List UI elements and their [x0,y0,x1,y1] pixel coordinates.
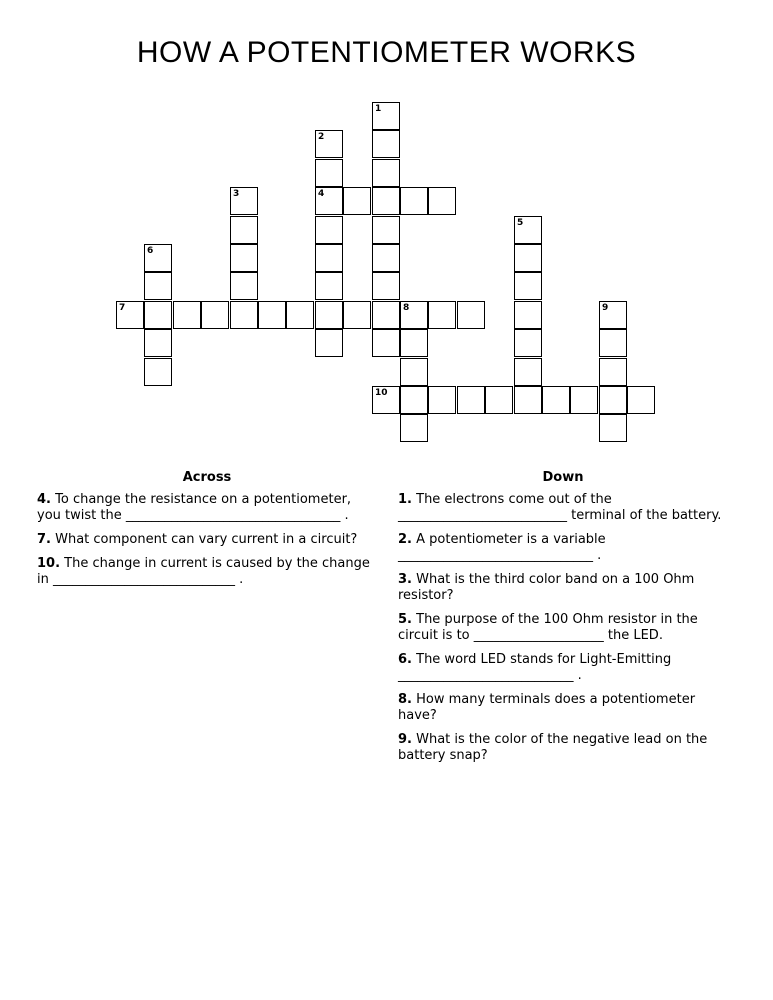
grid-cell[interactable] [400,301,428,329]
cell-number: 2 [318,132,325,142]
clue-number: 3. [398,572,412,587]
across-clue-10 [37,556,377,588]
grid-cell[interactable] [372,187,400,215]
clue-number: 1. [398,492,412,507]
clue-text: The electrons come out of the __________________________ terminal of the battery. [398,492,722,523]
grid-cell[interactable] [372,244,400,272]
grid-cell[interactable] [343,301,371,329]
clue-text: The change in current is caused by the change in ____________________________ . [37,556,370,587]
cell-number: 1 [375,104,382,114]
clue-text: To change the resistance on a potentiometer, you twist the _________________________________ . [37,492,352,523]
across-clues [37,470,377,596]
grid-cell[interactable] [315,329,343,357]
grid-cell[interactable] [230,216,258,244]
grid-cell[interactable] [230,244,258,272]
grid-cell[interactable] [400,358,428,386]
grid-cell[interactable] [315,216,343,244]
clue-text: A potentiometer is a variable ______________________________ . [398,532,606,563]
grid-cell[interactable] [201,301,229,329]
grid-cell[interactable] [485,386,513,414]
grid-cell[interactable] [400,329,428,357]
grid-cell[interactable] [372,216,400,244]
grid-cell[interactable] [599,386,627,414]
grid-cell[interactable] [514,329,542,357]
cell-number: 4 [318,189,325,199]
grid-cell[interactable] [315,187,343,215]
grid-cell[interactable] [542,386,570,414]
grid-cell[interactable] [144,301,172,329]
grid-cell[interactable] [173,301,201,329]
grid-cell[interactable] [514,272,542,300]
cell-number: 9 [602,303,609,313]
clue-text: What is the color of the negative lead on the battery snap? [398,732,708,763]
grid-cell[interactable] [372,329,400,357]
clue-number: 7. [37,532,51,547]
cell-number: 5 [517,218,524,228]
clue-number: 10. [37,556,61,571]
down-clue-8 [398,692,728,724]
clue-number: 8. [398,692,412,707]
grid-cell[interactable] [258,301,286,329]
grid-cell[interactable] [599,301,627,329]
grid-cell[interactable] [514,244,542,272]
clue-number: 5. [398,612,412,627]
grid-cell[interactable] [599,358,627,386]
grid-cell[interactable] [315,301,343,329]
across-clue-7 [37,532,377,548]
grid-cell[interactable] [315,159,343,187]
grid-cell[interactable] [599,414,627,442]
grid-cell[interactable] [372,301,400,329]
grid-cell[interactable] [144,244,172,272]
grid-cell[interactable] [428,187,456,215]
grid-cell[interactable] [372,159,400,187]
clue-text: What is the third color band on a 100 Ohm resistor? [398,572,695,603]
grid-cell[interactable] [230,187,258,215]
down-clue-1 [398,492,728,524]
down-clue-5 [398,612,728,644]
cell-number: 6 [147,246,154,256]
grid-cell[interactable] [116,301,144,329]
grid-cell[interactable] [428,301,456,329]
grid-cell[interactable] [514,386,542,414]
clue-text: How many terminals does a potentiometer have? [398,692,696,723]
grid-cell[interactable] [400,386,428,414]
grid-cell[interactable] [372,130,400,158]
grid-cell[interactable] [372,272,400,300]
across-clue-4 [37,492,377,524]
grid-cell[interactable] [372,102,400,130]
grid-cell[interactable] [144,358,172,386]
page-title: HOW A POTENTIOMETER WORKS [136,36,637,69]
clue-number: 9. [398,732,412,747]
grid-cell[interactable] [627,386,655,414]
grid-cell[interactable] [570,386,598,414]
down-clue-2 [398,532,728,564]
grid-cell[interactable] [230,301,258,329]
down-clue-3 [398,572,728,604]
grid-cell[interactable] [514,216,542,244]
cell-number: 3 [233,189,240,199]
cell-number: 8 [403,303,410,313]
clue-text: What component can vary current in a circuit? [55,532,358,547]
crossword-grid [0,0,773,460]
down-heading: Down [542,470,584,485]
down-clue-9 [398,732,728,764]
grid-cell[interactable] [343,187,371,215]
across-heading: Across [182,470,232,485]
grid-cell[interactable] [144,272,172,300]
clue-text: The word LED stands for Light-Emitting ___________________________ . [398,652,672,683]
clue-number: 6. [398,652,412,667]
grid-cell[interactable] [599,329,627,357]
grid-cell[interactable] [400,187,428,215]
grid-cell[interactable] [315,130,343,158]
grid-cell[interactable] [315,244,343,272]
grid-cell[interactable] [315,272,343,300]
cell-number: 10 [375,388,388,398]
grid-cell[interactable] [514,358,542,386]
grid-cell[interactable] [428,386,456,414]
grid-cell[interactable] [144,329,172,357]
grid-cell[interactable] [400,414,428,442]
down-clue-6 [398,652,728,684]
clue-text: The purpose of the 100 Ohm resistor in the circuit is to ____________________ the LED. [398,612,698,643]
cell-number: 7 [119,303,126,313]
grid-cell[interactable] [514,301,542,329]
grid-cell[interactable] [457,386,485,414]
grid-cell[interactable] [230,272,258,300]
clue-number: 2. [398,532,412,547]
grid-cell[interactable] [286,301,314,329]
down-clues [398,470,728,772]
grid-cell[interactable] [372,386,400,414]
clue-number: 4. [37,492,51,507]
grid-cell[interactable] [457,301,485,329]
